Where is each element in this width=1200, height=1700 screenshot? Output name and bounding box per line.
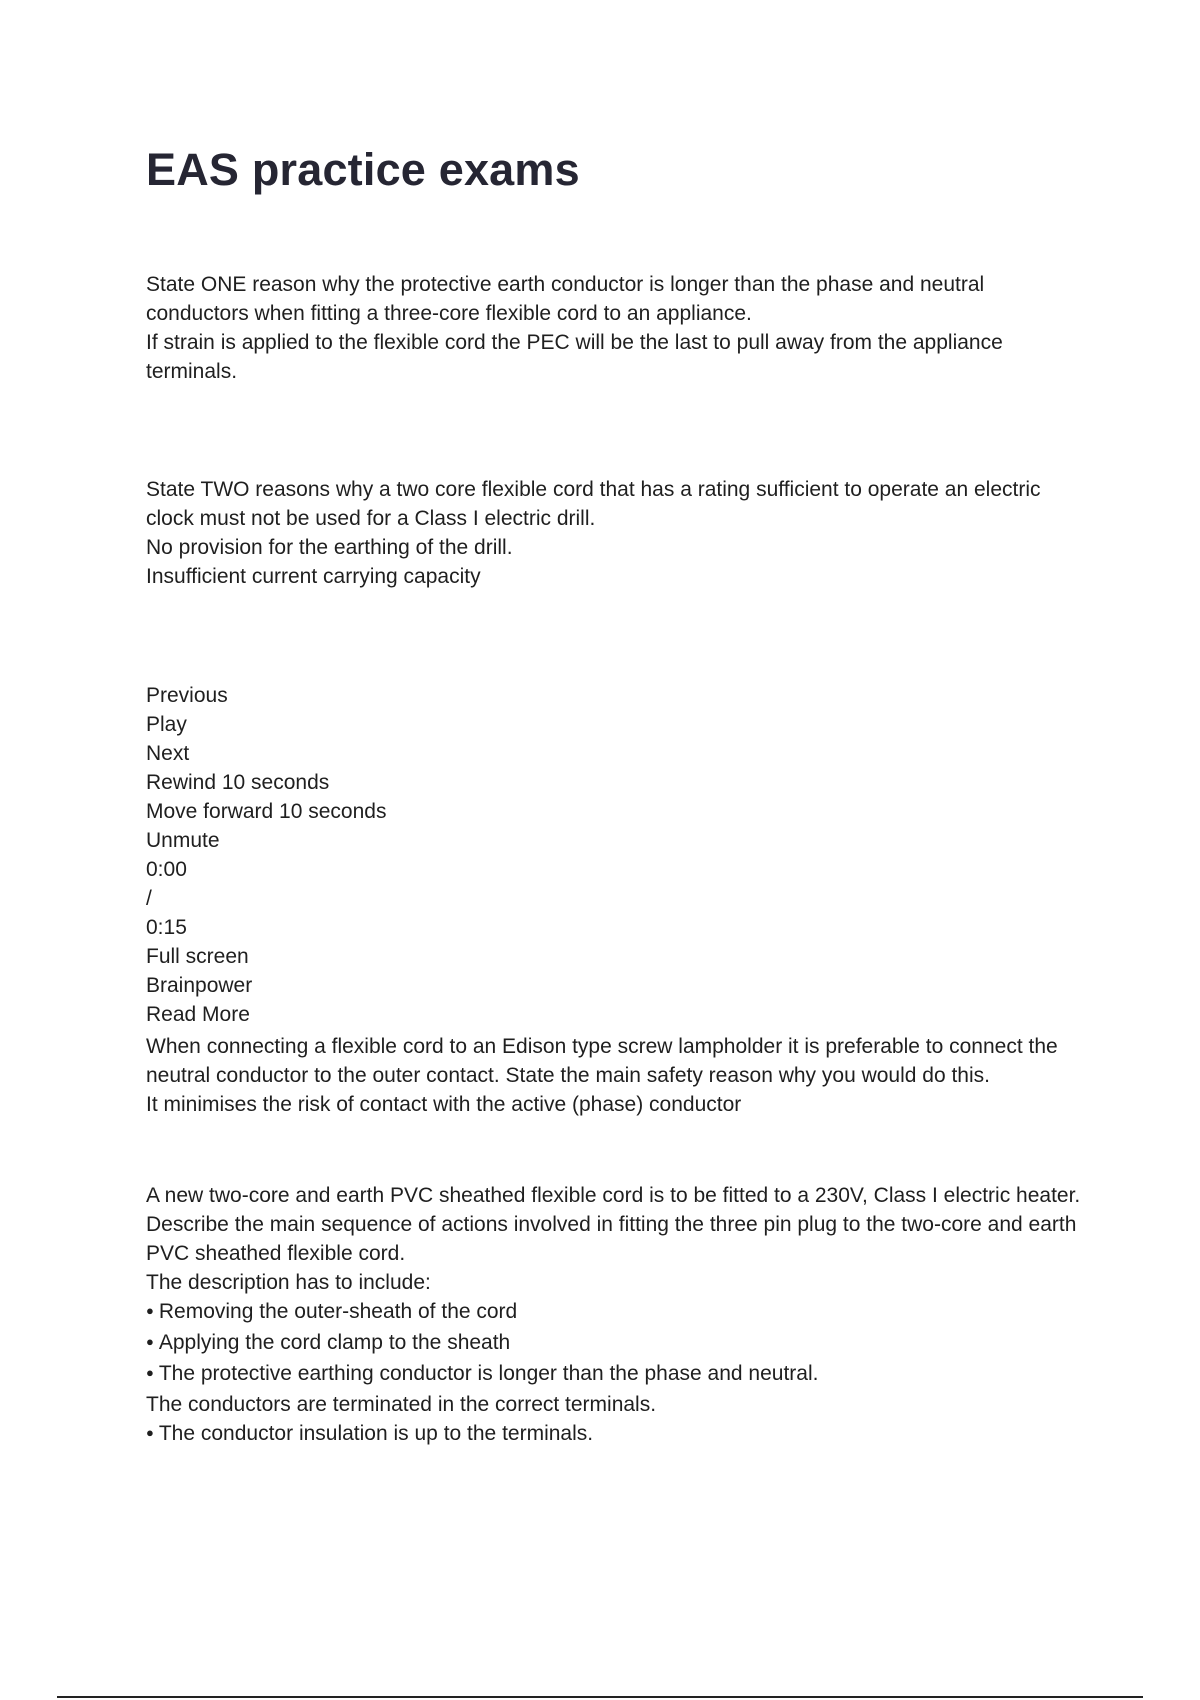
answer-intro: The description has to include: — [146, 1271, 431, 1294]
brand-link[interactable]: Brainpower — [146, 974, 253, 997]
list-item: ● Applying the cord clamp to the sheath — [146, 1328, 1086, 1359]
question-block-4 — [146, 1181, 1086, 1450]
list-item: ● The protective earthing conductor is longer than the phase and neutral. — [146, 1359, 1086, 1390]
answer-text: No provision for the earthing of the drill. — [146, 536, 513, 559]
question-block-1 — [146, 270, 1086, 386]
question-block-3 — [146, 1032, 1086, 1119]
play-button[interactable]: Play — [146, 713, 187, 736]
question-block-2 — [146, 475, 1086, 591]
page-title: EAS practice exams — [146, 144, 580, 195]
fullscreen-button[interactable]: Full screen — [146, 945, 249, 968]
answer-text: The conductors are terminated in the correct terminals. — [146, 1393, 657, 1416]
list-item: ● Removing the outer-sheath of the cord — [146, 1297, 1086, 1328]
question-text: A new two-core and earth PVC sheathed flexible cord is to be fitted to a 230V, Class I electric heater. Describe the main sequence of actions involved in fitting the three pin plug to the two-core and earth PVC sheathed flexible cord. — [146, 1184, 1081, 1265]
answer-text: Insufficient current carrying capacity — [146, 565, 481, 588]
forward-button[interactable]: Move forward 10 seconds — [146, 800, 387, 823]
question-text: When connecting a flexible cord to an Edison type screw lampholder it is preferable to connect the neutral conductor to the outer contact. State the main safety reason why you would do this. — [146, 1035, 1058, 1087]
video-player-controls — [146, 681, 1086, 1029]
list-item: ● The conductor insulation is up to the terminals. — [146, 1419, 1086, 1450]
question-text: State ONE reason why the protective earth conductor is longer than the phase and neutral conductors when fitting a three-core flexible cord to an appliance. — [146, 273, 985, 325]
footer-divider — [57, 1696, 1143, 1698]
read-more-link[interactable]: Read More — [146, 1003, 250, 1026]
next-button[interactable]: Next — [146, 742, 190, 765]
time-separator: / — [146, 887, 152, 910]
question-text: State TWO reasons why a two core flexible cord that has a rating sufficient to operate an electric clock must not be used for a Class I electric drill. — [146, 478, 1041, 530]
answer-text: It minimises the risk of contact with the active (phase) conductor — [146, 1093, 742, 1116]
previous-button[interactable]: Previous — [146, 684, 228, 707]
current-time: 0:00 — [146, 858, 187, 881]
answer-text: If strain is applied to the flexible cord the PEC will be the last to pull away from the appliance terminals. — [146, 331, 1003, 383]
duration: 0:15 — [146, 916, 187, 939]
unmute-button[interactable]: Unmute — [146, 829, 220, 852]
rewind-button[interactable]: Rewind 10 seconds — [146, 771, 330, 794]
